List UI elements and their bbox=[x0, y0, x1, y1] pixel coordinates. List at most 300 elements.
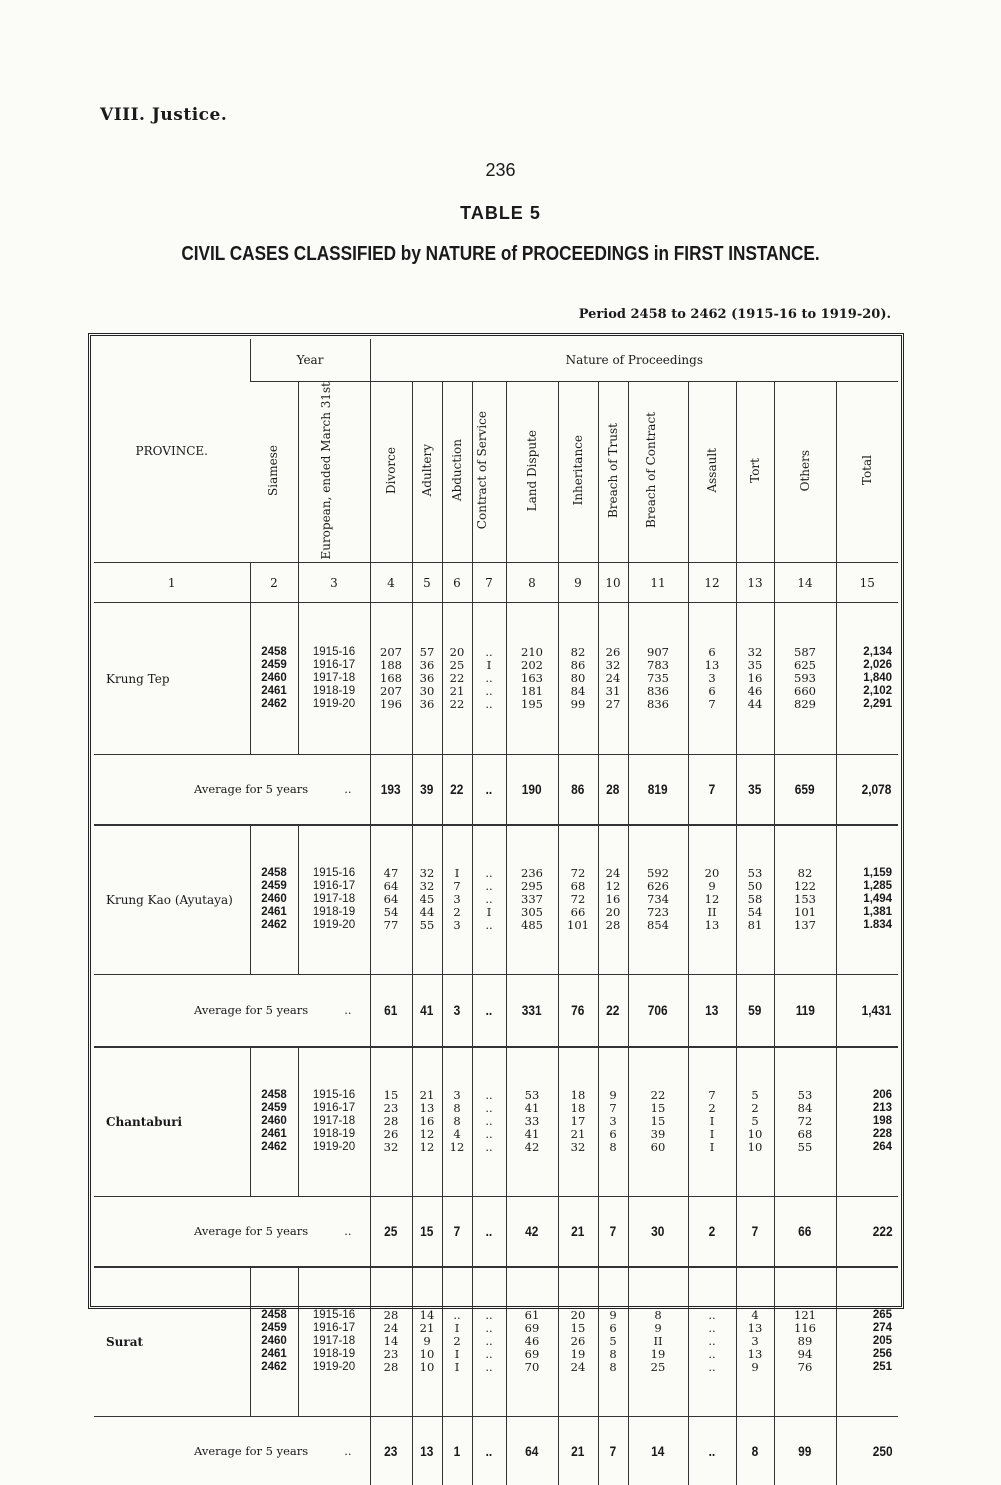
cell-value: 587 bbox=[794, 645, 816, 660]
column-number: 9 bbox=[558, 563, 598, 603]
average-row bbox=[94, 1417, 898, 1485]
cell-value: 20 bbox=[570, 1308, 586, 1323]
cell-value: 19 bbox=[570, 1347, 586, 1362]
cell-value: 36 bbox=[419, 697, 435, 712]
cell-value: 72 bbox=[797, 1114, 813, 1129]
cell-value: 2 bbox=[708, 1101, 716, 1116]
cell-value: 15 bbox=[383, 1088, 399, 1103]
cell-value: 1917-18 bbox=[312, 1335, 356, 1348]
column-number: 6 bbox=[442, 563, 472, 603]
cell-value: 207 bbox=[380, 645, 402, 660]
cell-value: 45 bbox=[419, 892, 435, 907]
cell-value: 13 bbox=[747, 1321, 763, 1336]
cell-value: 2461 bbox=[261, 1128, 287, 1141]
contract-service-values bbox=[472, 1047, 506, 1197]
cell-value: 27 bbox=[605, 697, 621, 712]
cell-value: 21 bbox=[449, 684, 465, 699]
cell-value: 116 bbox=[794, 1321, 816, 1336]
cell-value: 54 bbox=[747, 905, 763, 920]
adultery-values bbox=[412, 1047, 442, 1197]
cell-value: 18 bbox=[570, 1088, 586, 1103]
cell-value: 6 bbox=[609, 1127, 617, 1142]
cell-value: 9 bbox=[423, 1334, 431, 1349]
cell-value: 295 bbox=[521, 879, 543, 894]
cell-value: .. bbox=[485, 1334, 493, 1349]
column-number: 5 bbox=[412, 563, 442, 603]
breach-contract-values bbox=[628, 825, 688, 975]
land-dispute-values bbox=[506, 825, 558, 975]
column-number: 11 bbox=[628, 563, 688, 603]
cell-value: 195 bbox=[521, 697, 543, 712]
cell-value: 13 bbox=[704, 658, 720, 673]
province-data-row bbox=[94, 825, 898, 975]
divorce-values bbox=[370, 603, 412, 755]
breach-trust-header: Breach of Trust bbox=[598, 381, 628, 563]
cell-value: 9 bbox=[609, 1308, 617, 1323]
siamese-years bbox=[250, 1267, 298, 1417]
cell-value: 8 bbox=[654, 1308, 662, 1323]
average-value: 22 bbox=[442, 755, 472, 825]
province-name: Chantaburi bbox=[106, 1114, 183, 1129]
average-value: 42 bbox=[506, 1197, 558, 1267]
average-value: 7 bbox=[598, 1417, 628, 1485]
cell-value: .. bbox=[485, 645, 493, 660]
cell-value: 1918-19 bbox=[312, 1128, 356, 1141]
cell-value: 24 bbox=[383, 1321, 399, 1336]
cell-value: 9 bbox=[609, 1088, 617, 1103]
average-value: 8 bbox=[736, 1417, 774, 1485]
cell-value: 24 bbox=[605, 866, 621, 881]
cell-value: 1919-20 bbox=[312, 1361, 356, 1374]
assault-header: Assault bbox=[688, 381, 736, 563]
cell-value: 53 bbox=[524, 1088, 540, 1103]
cell-value: 2459 bbox=[261, 1322, 287, 1335]
cell-value: 30 bbox=[419, 684, 435, 699]
cell-value: 20 bbox=[449, 645, 465, 660]
average-value: 59 bbox=[736, 975, 774, 1047]
cell-value: II bbox=[653, 1334, 663, 1349]
cell-value: 2461 bbox=[261, 1348, 287, 1361]
cell-value: 121 bbox=[794, 1308, 816, 1323]
cell-value: 2462 bbox=[261, 1361, 287, 1374]
cell-value: 44 bbox=[419, 905, 435, 920]
cell-value: .. bbox=[485, 1308, 493, 1323]
cell-value: 33 bbox=[524, 1114, 540, 1129]
cell-value: 1915-16 bbox=[312, 646, 356, 659]
tort-values bbox=[736, 1047, 774, 1197]
cell-value: .. bbox=[485, 1114, 493, 1129]
cell-value: 1915-16 bbox=[312, 1089, 356, 1102]
average-row bbox=[94, 1197, 898, 1267]
cell-value: 1918-19 bbox=[312, 685, 356, 698]
average-value: 41 bbox=[412, 975, 442, 1047]
adultery-header: Adultery bbox=[412, 381, 442, 563]
abduction-header: Abduction bbox=[442, 381, 472, 563]
cell-value: 10 bbox=[419, 1360, 435, 1375]
cell-value: 13 bbox=[704, 918, 720, 933]
cell-value: 64 bbox=[383, 892, 399, 907]
average-label-dots: .. bbox=[344, 1224, 352, 1239]
cell-value: I bbox=[486, 905, 492, 920]
cell-value: 206 bbox=[872, 1089, 893, 1102]
divorce-header: Divorce bbox=[370, 381, 412, 563]
cell-value: .. bbox=[485, 1321, 493, 1336]
cell-value: 32 bbox=[419, 866, 435, 881]
average-value: 222 bbox=[836, 1197, 898, 1267]
cell-value: 2461 bbox=[261, 906, 287, 919]
cell-value: 264 bbox=[872, 1141, 893, 1154]
cell-value: 23 bbox=[383, 1347, 399, 1362]
average-value: 21 bbox=[558, 1197, 598, 1267]
year-group-header: Year bbox=[250, 339, 370, 381]
cell-value: 2458 bbox=[261, 1089, 287, 1102]
cell-value: 72 bbox=[570, 866, 586, 881]
inheritance-values bbox=[558, 603, 598, 755]
inheritance-values bbox=[558, 1267, 598, 1417]
breach-trust-values bbox=[598, 1047, 628, 1197]
cell-value: 23 bbox=[383, 1101, 399, 1116]
province-data-row bbox=[94, 1047, 898, 1197]
cell-value: 228 bbox=[872, 1128, 893, 1141]
european-years bbox=[298, 603, 370, 755]
tort-values bbox=[736, 825, 774, 975]
cell-value: 1,840 bbox=[863, 672, 893, 685]
cell-value: 153 bbox=[794, 892, 816, 907]
average-value: 3 bbox=[442, 975, 472, 1047]
cell-value: 4 bbox=[751, 1308, 759, 1323]
breach-contract-values bbox=[628, 1047, 688, 1197]
cell-value: 592 bbox=[647, 866, 669, 881]
cell-value: 22 bbox=[650, 1088, 666, 1103]
cell-value: 25 bbox=[650, 1360, 666, 1375]
tort-values bbox=[736, 603, 774, 755]
cell-value: 626 bbox=[647, 879, 669, 894]
cell-value: 12 bbox=[419, 1140, 435, 1155]
cell-value: 735 bbox=[647, 671, 669, 686]
cell-value: 1918-19 bbox=[312, 906, 356, 919]
average-value: 21 bbox=[558, 1417, 598, 1485]
cell-value: 16 bbox=[605, 892, 621, 907]
siamese-years bbox=[250, 1047, 298, 1197]
others-values bbox=[774, 1267, 836, 1417]
siamese-header: Siamese bbox=[250, 381, 298, 563]
cell-value: 68 bbox=[570, 879, 586, 894]
abduction-values bbox=[442, 603, 472, 755]
average-value: 13 bbox=[412, 1417, 442, 1485]
cell-value: 213 bbox=[872, 1102, 893, 1115]
cell-value: 15 bbox=[650, 1101, 666, 1116]
land-dispute-values bbox=[506, 1047, 558, 1197]
average-value: 14 bbox=[628, 1417, 688, 1485]
cell-value: 31 bbox=[605, 684, 621, 699]
cell-value: 9 bbox=[708, 879, 716, 894]
nature-group-header: Nature of Proceedings bbox=[370, 339, 898, 381]
cell-value: 12 bbox=[419, 1127, 435, 1142]
average-value: 76 bbox=[558, 975, 598, 1047]
abduction-values bbox=[442, 1267, 472, 1417]
cell-value: 202 bbox=[521, 658, 543, 673]
cell-value: 2 bbox=[453, 905, 461, 920]
cell-value: 163 bbox=[521, 671, 543, 686]
average-value: 22 bbox=[598, 975, 628, 1047]
total-values bbox=[836, 603, 898, 755]
cell-value: 8 bbox=[609, 1140, 617, 1155]
average-value: .. bbox=[472, 755, 506, 825]
cell-value: 82 bbox=[570, 645, 586, 660]
cell-value: 25 bbox=[449, 658, 465, 673]
average-value: 7 bbox=[442, 1197, 472, 1267]
divorce-values bbox=[370, 1047, 412, 1197]
divorce-values bbox=[370, 1267, 412, 1417]
cell-value: 3 bbox=[453, 918, 461, 933]
average-value: 86 bbox=[558, 755, 598, 825]
province-header: PROVINCE. bbox=[94, 339, 250, 563]
average-value: 190 bbox=[506, 755, 558, 825]
cell-value: 836 bbox=[647, 684, 669, 699]
average-value: 1,431 bbox=[836, 975, 898, 1047]
cell-value: 2458 bbox=[261, 1309, 287, 1322]
average-value: .. bbox=[688, 1417, 736, 1485]
cell-value: 2459 bbox=[261, 659, 287, 672]
cell-value: .. bbox=[485, 1347, 493, 1362]
land-dispute-header: Land Dispute bbox=[506, 381, 558, 563]
siamese-years bbox=[250, 825, 298, 975]
european-years bbox=[298, 1047, 370, 1197]
average-label bbox=[94, 975, 370, 1047]
cell-value: 60 bbox=[650, 1140, 666, 1155]
breach-contract-values bbox=[628, 1267, 688, 1417]
cell-value: 2459 bbox=[261, 880, 287, 893]
province-data-row bbox=[94, 1267, 898, 1417]
cell-value: 66 bbox=[570, 905, 586, 920]
cell-value: 21 bbox=[419, 1321, 435, 1336]
others-values bbox=[774, 603, 836, 755]
province-name: Krung Tep bbox=[106, 671, 170, 686]
cell-value: 36 bbox=[419, 658, 435, 673]
assault-values bbox=[688, 825, 736, 975]
cell-value: .. bbox=[485, 918, 493, 933]
cell-value: 3 bbox=[609, 1114, 617, 1129]
cell-value: 2458 bbox=[261, 646, 287, 659]
average-value: 35 bbox=[736, 755, 774, 825]
cell-value: 84 bbox=[797, 1101, 813, 1116]
cell-value: 54 bbox=[383, 905, 399, 920]
cell-value: 2459 bbox=[261, 1102, 287, 1115]
cell-value: 8 bbox=[453, 1114, 461, 1129]
cell-value: 1915-16 bbox=[312, 1309, 356, 1322]
cell-value: 2460 bbox=[261, 1335, 287, 1348]
cell-value: 1,159 bbox=[863, 867, 893, 880]
tort-values bbox=[736, 1267, 774, 1417]
cell-value: 10 bbox=[747, 1127, 763, 1142]
cell-value: 2460 bbox=[261, 672, 287, 685]
average-value: 66 bbox=[774, 1197, 836, 1267]
cell-value: 42 bbox=[524, 1140, 540, 1155]
cell-value: 7 bbox=[453, 879, 461, 894]
column-number-row bbox=[94, 563, 898, 603]
average-value: 13 bbox=[688, 975, 736, 1047]
cell-value: 3 bbox=[453, 1088, 461, 1103]
cell-value: 1917-18 bbox=[312, 672, 356, 685]
cell-value: 1919-20 bbox=[312, 1141, 356, 1154]
cell-value: 28 bbox=[383, 1308, 399, 1323]
average-label bbox=[94, 755, 370, 825]
cell-value: 2,291 bbox=[863, 698, 893, 711]
cell-value: 1915-16 bbox=[312, 867, 356, 880]
contract-service-values bbox=[472, 825, 506, 975]
cell-value: 68 bbox=[797, 1127, 813, 1142]
cell-value: 168 bbox=[380, 671, 402, 686]
others-values bbox=[774, 1047, 836, 1197]
average-value: 7 bbox=[688, 755, 736, 825]
cell-value: 46 bbox=[747, 684, 763, 699]
cell-value: 17 bbox=[570, 1114, 586, 1129]
province-name: Surat bbox=[106, 1334, 144, 1349]
average-value: 64 bbox=[506, 1417, 558, 1485]
cell-value: .. bbox=[708, 1308, 716, 1323]
cell-value: 3 bbox=[751, 1334, 759, 1349]
cell-value: .. bbox=[708, 1347, 716, 1362]
cell-value: 485 bbox=[521, 918, 543, 933]
cell-value: 2460 bbox=[261, 893, 287, 906]
cell-value: 80 bbox=[570, 671, 586, 686]
cell-value: 14 bbox=[419, 1308, 435, 1323]
cell-value: 829 bbox=[794, 697, 816, 712]
cell-value: 2458 bbox=[261, 867, 287, 880]
cell-value: 1,285 bbox=[863, 880, 893, 893]
cell-value: 5 bbox=[609, 1334, 617, 1349]
cell-value: .. bbox=[485, 1127, 493, 1142]
cell-value: .. bbox=[485, 866, 493, 881]
divorce-values bbox=[370, 825, 412, 975]
cell-value: 2 bbox=[751, 1101, 759, 1116]
assault-values bbox=[688, 603, 736, 755]
average-value: 2,078 bbox=[836, 755, 898, 825]
section-title: VIII. Justice. bbox=[100, 105, 228, 125]
cell-value: .. bbox=[708, 1360, 716, 1375]
cell-value: 41 bbox=[524, 1127, 540, 1142]
cell-value: 1917-18 bbox=[312, 893, 356, 906]
cell-value: 53 bbox=[747, 866, 763, 881]
average-value: 23 bbox=[370, 1417, 412, 1485]
average-value: 7 bbox=[598, 1197, 628, 1267]
average-value: .. bbox=[472, 1197, 506, 1267]
cell-value: I bbox=[454, 1360, 460, 1375]
cell-value: II bbox=[707, 905, 717, 920]
breach-trust-values bbox=[598, 1267, 628, 1417]
average-row bbox=[94, 755, 898, 825]
land-dispute-values bbox=[506, 603, 558, 755]
cell-value: 723 bbox=[647, 905, 669, 920]
cell-value: 8 bbox=[453, 1101, 461, 1116]
cell-value: 196 bbox=[380, 697, 402, 712]
contract-service-values bbox=[472, 603, 506, 755]
cell-value: 337 bbox=[521, 892, 543, 907]
cell-value: 53 bbox=[797, 1088, 813, 1103]
cell-value: 122 bbox=[794, 879, 816, 894]
cell-value: 2462 bbox=[261, 1141, 287, 1154]
column-number: 12 bbox=[688, 563, 736, 603]
average-value: 25 bbox=[370, 1197, 412, 1267]
cell-value: 251 bbox=[872, 1361, 893, 1374]
column-number: 3 bbox=[298, 563, 370, 603]
cell-value: I bbox=[454, 1321, 460, 1336]
cell-value: 2,026 bbox=[863, 659, 893, 672]
cell-value: 4 bbox=[453, 1127, 461, 1142]
cell-value: .. bbox=[708, 1334, 716, 1349]
civil-cases-table bbox=[94, 339, 898, 1485]
cell-value: 210 bbox=[521, 645, 543, 660]
cell-value: 3 bbox=[453, 892, 461, 907]
abduction-values bbox=[442, 1047, 472, 1197]
cell-value: 2462 bbox=[261, 698, 287, 711]
cell-value: 32 bbox=[570, 1140, 586, 1155]
cell-value: 2,102 bbox=[863, 685, 893, 698]
average-label-text: Average for 5 years bbox=[194, 782, 309, 797]
cell-value: 94 bbox=[797, 1347, 813, 1362]
average-value: 2 bbox=[688, 1197, 736, 1267]
cell-value: 3 bbox=[708, 671, 716, 686]
average-label-dots: .. bbox=[344, 1003, 352, 1018]
adultery-values bbox=[412, 603, 442, 755]
cell-value: I bbox=[486, 658, 492, 673]
cell-value: 5 bbox=[751, 1088, 759, 1103]
cell-value: .. bbox=[485, 1088, 493, 1103]
average-value: 193 bbox=[370, 755, 412, 825]
cell-value: 2460 bbox=[261, 1115, 287, 1128]
cell-value: 69 bbox=[524, 1321, 540, 1336]
cell-value: I bbox=[454, 866, 460, 881]
average-value: .. bbox=[472, 1417, 506, 1485]
cell-value: 6 bbox=[708, 645, 716, 660]
cell-value: 13 bbox=[747, 1347, 763, 1362]
cell-value: I bbox=[709, 1127, 715, 1142]
average-label bbox=[94, 1197, 370, 1267]
cell-value: 236 bbox=[521, 866, 543, 881]
cell-value: 64 bbox=[383, 879, 399, 894]
cell-value: 14 bbox=[383, 1334, 399, 1349]
column-number: 2 bbox=[250, 563, 298, 603]
adultery-values bbox=[412, 825, 442, 975]
column-number: 13 bbox=[736, 563, 774, 603]
average-value: 119 bbox=[774, 975, 836, 1047]
average-value: 250 bbox=[836, 1417, 898, 1485]
average-value: 30 bbox=[628, 1197, 688, 1267]
cell-value: 99 bbox=[570, 697, 586, 712]
cell-value: 20 bbox=[704, 866, 720, 881]
cell-value: 28 bbox=[605, 918, 621, 933]
land-dispute-values bbox=[506, 1267, 558, 1417]
cell-value: 32 bbox=[747, 645, 763, 660]
total-values bbox=[836, 1267, 898, 1417]
column-number: 10 bbox=[598, 563, 628, 603]
cell-value: 20 bbox=[605, 905, 621, 920]
cell-value: 13 bbox=[419, 1101, 435, 1116]
cell-value: 256 bbox=[872, 1348, 893, 1361]
cell-value: 16 bbox=[747, 671, 763, 686]
average-label-text: Average for 5 years bbox=[194, 1443, 309, 1458]
cell-value: 28 bbox=[383, 1360, 399, 1375]
cell-value: 72 bbox=[570, 892, 586, 907]
cell-value: 783 bbox=[647, 658, 669, 673]
average-value: 15 bbox=[412, 1197, 442, 1267]
cell-value: 7 bbox=[708, 1088, 716, 1103]
cell-value: 6 bbox=[609, 1321, 617, 1336]
cell-value: 205 bbox=[872, 1335, 893, 1348]
period-label: Period 2458 to 2462 (1915-16 to 1919-20). bbox=[578, 307, 891, 322]
cell-value: 82 bbox=[797, 866, 813, 881]
cell-value: 22 bbox=[449, 671, 465, 686]
